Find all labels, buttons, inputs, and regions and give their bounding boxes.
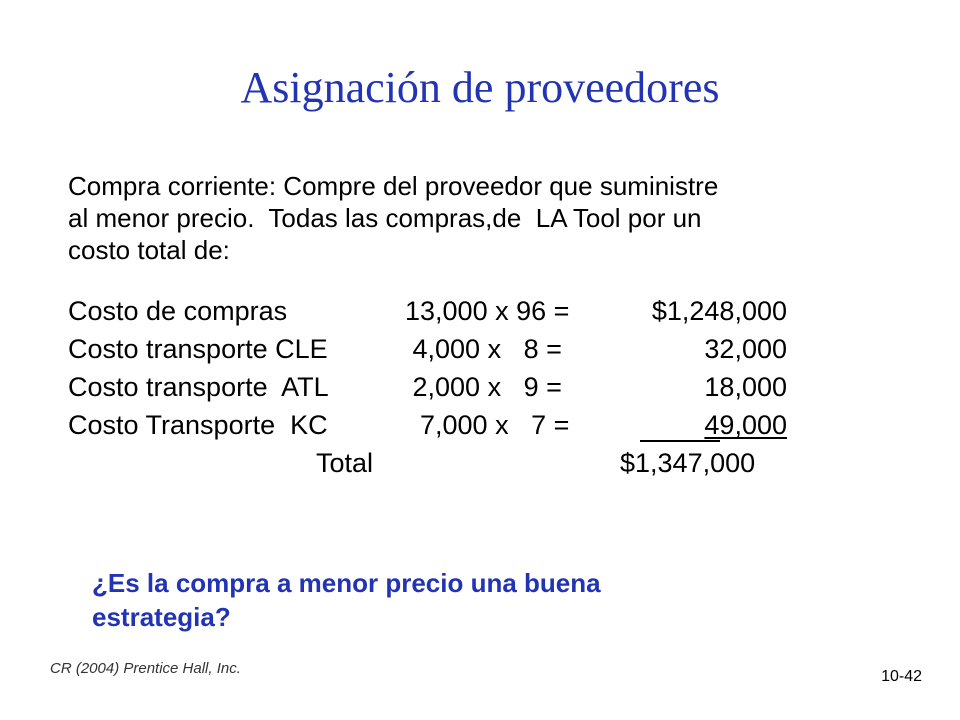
cost-amount: 32,000 (704, 334, 787, 364)
cost-amount: $1,248,000 (651, 296, 787, 326)
intro-line: Compra corriente: Compre del proveedor que suministre (68, 171, 719, 201)
page-number: 10-42 (881, 668, 922, 685)
cost-label: Costo transporte CLE (68, 334, 328, 364)
cost-formula: 13,000 x 96 = (405, 296, 570, 326)
cost-formula: 2,000 x 9 = (405, 372, 562, 402)
cost-row-transport-cle (68, 330, 787, 368)
intro-paragraph (68, 170, 888, 266)
cost-label: Costo Transporte KC (68, 410, 328, 440)
footer-credit: CR (2004) Prentice Hall, Inc. (50, 660, 241, 677)
cost-formula: 7,000 x 7 = (405, 410, 570, 440)
cost-amount: 49,000 (704, 410, 787, 440)
cost-formula: 4,000 x 8 = (405, 334, 562, 364)
question-line: estrategia? (92, 602, 231, 632)
intro-line: costo total de: (68, 235, 230, 265)
cost-label: Costo transporte ATL (68, 372, 329, 402)
question-prompt (92, 566, 772, 634)
total-amount: $1,347,000 (620, 448, 756, 478)
cost-amount: 18,000 (704, 372, 787, 402)
total-row (68, 444, 756, 482)
cost-label: Costo de compras (68, 296, 288, 326)
cost-row-transport-kc (68, 406, 787, 444)
cost-row-transport-atl (68, 368, 787, 406)
intro-line: al menor precio. Todas las compras,de LA Tool por un (68, 203, 702, 233)
cost-row-purchases (68, 292, 787, 330)
question-line: ¿Es la compra a menor precio una buena (92, 568, 601, 598)
total-label: Total (316, 448, 374, 478)
cost-breakdown (68, 292, 787, 482)
slide-title: Asignación de proveedores (240, 63, 720, 112)
